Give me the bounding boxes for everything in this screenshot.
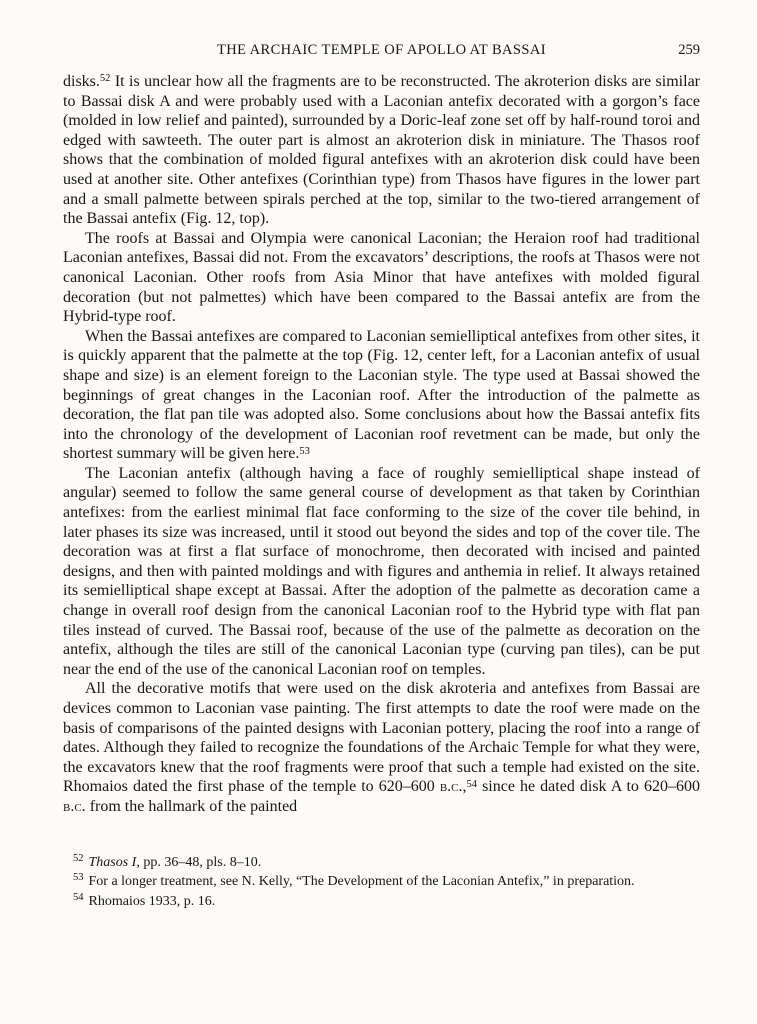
footnote-text: For a longer treatment, see N. Kelly, “The Development of the Laconian Antefix,” in preparation. — [88, 874, 635, 890]
footnote-ref-53: 53 — [299, 445, 310, 457]
paragraph-text: When the Bassai antefixes are compared to Laconian semielliptical antefixes from other sites, it is quickly apparent that the palmette at the top (Fig. 12, center left, for a Laconian antefix of usual shape and size) is an element foreign to the Laconian style. The type used at Bassai showed the beginnings of great changes in the Laconian roof. After the introduction of the palmette as decoration, the flat pan tile was adopted also. Some conclusions about how the Bassai antefix fits into the chronology of the development of Laconian roof revetment can be made, but only the shortest summary will be given here. — [63, 327, 700, 463]
footnote-italic-title: Thasos I — [88, 854, 137, 870]
footnote-marker: 54 — [73, 891, 84, 903]
paragraph-1 — [63, 72, 700, 229]
footnote-text: Rhomaios 1933, p. 16. — [88, 893, 216, 909]
article-body — [63, 72, 700, 817]
footnotes-section — [63, 853, 700, 912]
small-caps-bc: b.c. — [63, 797, 86, 815]
paragraph-5 — [63, 679, 700, 816]
small-caps-bc: b.c. — [439, 778, 463, 796]
footnote-ref-54: 54 — [466, 778, 477, 790]
footnote-54 — [63, 892, 700, 912]
running-title: THE ARCHAIC TEMPLE OF APOLLO AT BASSAI — [217, 42, 546, 58]
page-header — [63, 40, 700, 60]
paragraph-text: It is unclear how all the fragments are to be reconstructed. The akroterion disks are similar to Bassai disk A and were probably used with a Laconian antefix decorated with a gorgon’s face (molded in low relief and painted), surrounded by a Doric-leaf zone set off by half-round toroi and edged with sawteeth. The outer part is almost an akroterion disk in miniature. The Thasos roof shows that the combination of molded figural antefixes with an akroterion disk could have been used at another site. Other antefixes (Corinthian type) from Thasos have figures in the lower part and a small palmette between spirals perched at the top, similar to the two-tiered arrangement of the Bassai antefix (Fig. 12, top). — [63, 73, 700, 228]
paragraph-4: The Laconian antefix (although having a face of roughly semielliptical shape instead of angular) seemed to follow the same general course of development as that taken by Corinthian antefixes: from the earliest minimal flat face conforming to the size of the cover tile behind, in later phases its size was increased, until it stood out beyond the sides and top of the cover tile. The decoration was at first a flat surface of monochrome, then decorated with incised and painted designs, and then with painted moldings and with figures and anthemia in relief. It always retained its semielliptical shape except at Bassai. After the adoption of the palmette as decoration came a change in overall roof design from the canonical Laconian roof to the Hybrid type with flat pan tiles instead of curved. The Bassai roof, because of the use of the palmette as decoration on the antefix, although the tiles are still of the canonical Laconian type (curving pan tiles), can be put near the end of the use of the canonical Laconian roof on temples. — [63, 464, 700, 678]
footnote-52 — [63, 853, 700, 873]
paragraph-3 — [63, 327, 700, 464]
footnote-ref-52: 52 — [99, 73, 111, 85]
footnote-marker: 52 — [73, 852, 84, 864]
page-number: 259 — [678, 42, 700, 58]
paragraph-text: disks. — [63, 73, 100, 90]
footnote-53 — [63, 872, 700, 892]
footnote-marker: 53 — [73, 872, 84, 884]
paragraph-text: from the hallmark of the painted — [85, 797, 298, 815]
footnote-text: , pp. 36–48, pls. 8–10. — [136, 854, 262, 870]
paragraph-text: , — [462, 778, 467, 796]
paragraph-text: since he dated disk A to 620–600 — [477, 778, 700, 796]
paragraph-text: All the decorative motifs that were used on the disk akroteria and antefixes from Bassai are devices common to Laconian vase painting. The first attempts to date the roof were made on the basis of comparisons of the painted designs with Laconian pottery, placing the roof into a range of dates. Although they failed to recognize the foundations of the Archaic Temple for what they were, the excavators knew that the roof fragments were proof that such a temple had existed on the site. Rhomaios dated the first phase of the temple to 620–600 — [63, 680, 700, 796]
paragraph-2: The roofs at Bassai and Olympia were canonical Laconian; the Heraion roof had traditional Laconian antefixes, Bassai did not. From the excavators’ descriptions, the roofs at Thasos were not canonical Laconian. Other roofs from Asia Minor that have antefixes with molded figural decoration (but not palmettes) which have been compared to the Bassai antefix are from the Hybrid-type roof. — [63, 229, 700, 326]
